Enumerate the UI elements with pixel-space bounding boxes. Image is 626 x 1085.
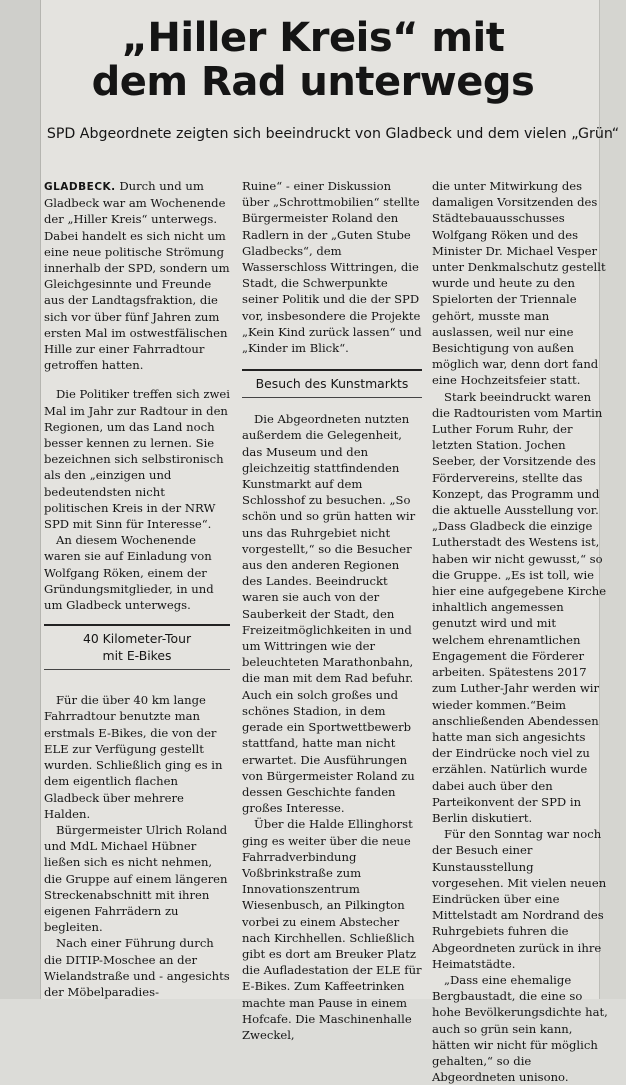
- section-heading-line-1: Besuch des Kunstmarkts: [255, 376, 409, 392]
- section-heading-box: [44, 624, 230, 670]
- paragraph: Für den Sonntag war noch der Besuch einer Kunstausstellung vorgesehen. Mit vielen neuen Eindrücken über eine Mittelstadt am Nordrand des Ruhrgebiets fuhren die Abgeordneten zurück in ihre Heimatstädte.: [432, 827, 607, 971]
- article-column-3: [432, 178, 608, 1085]
- dateline: GLADBECK.: [44, 181, 116, 193]
- paragraph: Die Politiker treffen sich zwei Mal im Jahr zur Radtour in den Regionen, um das Land noch besser kennen zu lernen. Sie bezeichnen sich selbstironisch als den „einzigen und bedeutendsten nicht politischen Kreis in der NRW SPD mit Sinn für Interesse“.: [44, 387, 230, 532]
- paragraph: „Dass eine ehemalige Bergbaustadt, die eine so hohe Bevölkerungsdichte hat, auch so grün sein kann, hätten wir nicht für möglich gehalten,“ so die Abgeordneten unisono.: [432, 972, 608, 1085]
- headline-line-2: dem Rad unterwegs: [91, 59, 535, 105]
- paragraph: die unter Mitwirkung des damaligen Vorsitzenden des Städtebauausschusses Wolfgang Röken und des Minister Dr. Michael Vesper unter Denkmalschutz gestellt wurde und heute zu den Spielorten der Triennale gehört, musste man auslassen, weil nur eine Besichtigung von außen möglich war, denn dort fand eine Hochzeitsfeier statt.: [432, 179, 606, 388]
- paragraph-intro-text: Durch und um Gladbeck war am Wochenende der „Hiller Kreis“ unterwegs. Dabei handelt es sich nicht um eine neue politische Strömung innerhalb der SPD, sondern um Gleichgesinnte und Freunde aus der Landtagsfraktion, die sich vor über fünf Jahren zum ersten Mal im ostwestfälischen Hille zur einer Fahrradtour getroffen hatten.: [44, 179, 230, 373]
- paragraph: Stark beeindruckt waren die Radtouristen vom Martin Luther Forum Ruhr, der letzten Station. Jochen Seeber, der Vorsitzende des Fördervereins, stellte das Konzept, das Programm und die aktuelle Ausstellung vor. „Dass Gladbeck die einzige Lutherstadt des Westens ist, haben wir nicht gewusst,“ so die Gruppe. „Es ist toll, wie hier eine aufgegebene Kirche inhaltlich angemessen genutzt wird und mit welchem ehrenamtlichen Engagement die Förderer arbeiten. Spätestens 2017 zum Luther-Jahr werden wir wieder kommen.“Beim anschließenden Abendessen hatte man sich angesichts der Eindrücke noch viel zu erzählen. Natürlich wurde dabei auch über den Parteikonvent der SPD in Berlin diskutiert.: [432, 389, 607, 825]
- paragraph: Für die über 40 km lange Fahrradtour benutzte man erstmals E-Bikes, die von der ELE zur Verfügung gestellt wurden. Schließlich ging es in dem eigentlich flachen Gladbeck über mehrere Halden.: [44, 693, 223, 821]
- article-column-1: [44, 178, 230, 1000]
- section-heading-box: [242, 369, 422, 398]
- adjacent-page-left-edge: [0, 0, 41, 999]
- paragraph: Nach einer Führung durch die DITIP-Moschee an der Wielandstraße und - angesichts der Möbelparadies-: [44, 936, 230, 999]
- paragraph-intro: [44, 178, 230, 373]
- paragraph: Ruine“ - einer Diskussion über „Schrottmobilien“ stellte Bürgermeister Roland den Radlern in der „Guten Stube Gladbecks“, dem Wasserschloss Wittringen, die Stadt, die Schwerpunkte seiner Politik und die der SPD vor, insbesondere die Projekte „Kein Kind zurück lassen“ und „Kinder im Blick“.: [242, 179, 422, 356]
- paragraph: An diesem Wochenende waren sie auf Einladung von Wolfgang Röken, einem der Gründungsmitglieder, in und um Gladbeck unterwegs.: [44, 533, 214, 613]
- article-column-2: [242, 178, 422, 1043]
- paragraph: Bürgermeister Ulrich Roland und MdL Michael Hübner ließen sich es nicht nehmen, die Gruppe auf einem längeren Streckenabschnitt mit ihren eigenen Fahrrädern zu begleiten.: [44, 822, 228, 935]
- headline-line-1: „Hiller Kreis“ mit: [121, 15, 505, 61]
- subheadline: SPD Abgeordnete zeigten sich beeindruckt von Gladbeck und dem vielen „Grün“: [46, 126, 620, 142]
- paragraph: Die Abgeordneten nutzten außerdem die Gelegenheit, das Museum und den gleichzeitig stattfindenden Kunstmarkt auf dem Schlosshof zu besuchen. „So schön und so grün hatten wir uns das Ruhrgebiet nicht vorgestellt,“ so die Besucher aus den anderen Regionen des Landes. Beeindruckt waren sie auch von der Sauberkeit der Stadt, den Freizeitmöglichkeiten in und um Wittringen wie der beleuchteten Marathonbahn, die man mit dem Rad befuhr. Auch ein solch großes und schönes Stadion, in dem gerade ein Sportwettbewerb stattfand, hatte man nicht erwartet. Die Ausführungen von Bürgermeister Roland zu dessen Geschichte fanden großes Interesse.: [242, 412, 416, 816]
- headline: [0, 16, 626, 104]
- section-heading-line-1: 40 Kilometer-Tour: [82, 631, 192, 647]
- section-heading-line-2: mit E-Bikes: [102, 648, 172, 664]
- paragraph: Über die Halde Ellinghorst ging es weiter über die neue Fahrradverbindung Voßbrinkstraße zum Innovationszentrum Wiesenbusch, an Pilkington vorbei zu einem Abstecher nach Kirchhellen. Schließlich gibt es dort am Breuker Platz die Aufladestation der ELE für E-Bikes. Zum Kaffeetrinken machte man Pause in einem Hofcafe. Die Maschinenhalle Zweckel,: [242, 817, 422, 1042]
